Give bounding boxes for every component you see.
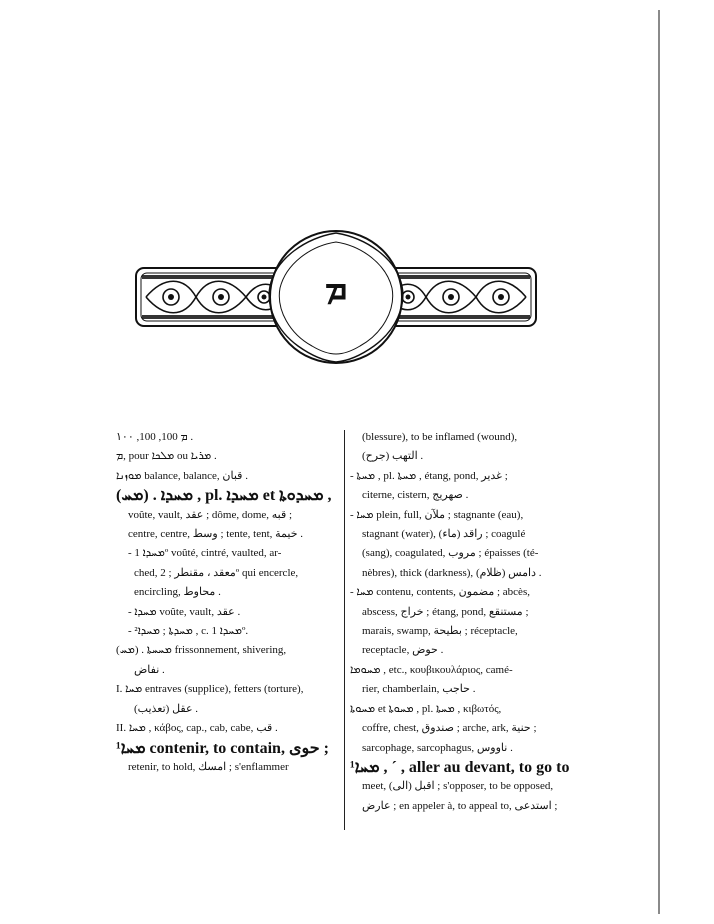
page-edge-line xyxy=(658,10,660,914)
right-column-line: stagnant (water), راقد (ماء) ; coagulé xyxy=(362,528,526,541)
left-column-line: (ܡܚ) . ܡܚܕܐ , pl. ܡܚܕܐ et ܡܚܕܘܬܐ , xyxy=(116,487,332,505)
right-column xyxy=(350,428,576,816)
left-column-line: ܡ 100, 100, ١٠٠ . xyxy=(116,431,194,443)
left-column-line: I. ܡܚܐ entraves (supplice), fetters (torture), xyxy=(116,683,304,696)
right-column-line: marais, swamp, بطيحة ; réceptacle, xyxy=(362,625,518,638)
left-column-line: - ܡܚܕܐ 1º voûté, cintré, vaulted, ar- xyxy=(128,547,282,560)
left-column-line: voûte, vault, عقد ; dôme, dome, قبه ; xyxy=(128,508,293,521)
left-column-line: ܡ, pour ܡܠܟܐ ou ܡܪܝܐ . xyxy=(116,450,217,463)
column-divider xyxy=(344,430,345,830)
right-column-line: abscess, خراج ; étang, pond, مستنقع ; xyxy=(362,605,529,618)
right-column-line: ܡܚܘܬܐ et ܡܚܘܬܐ , pl. ܡܚܬܐ , κιβωτός, xyxy=(350,702,502,715)
left-column-line: ܡܘܙܢܐ balance, balance, قبان . xyxy=(116,469,248,482)
left-column-line: (ܡܚ) . ܡܚܚܬܐ frissonnement, shivering, xyxy=(116,644,287,657)
left-column-line: centre, centre, وسط ; tente, tent, خيمة . xyxy=(128,528,304,541)
right-column-line: (blessure), to be inflamed (wound), xyxy=(362,431,518,443)
right-column-line: citerne, cistern, صهريج . xyxy=(362,489,469,502)
left-column-line: - ܡܚܕܐ voûte, vault, عقد . xyxy=(128,605,241,618)
left-column xyxy=(116,428,338,777)
right-column-line: (sang), coagulated, مروب ; épaisses (té- xyxy=(362,547,539,560)
right-column-line: التهب (جرح) . xyxy=(362,450,424,463)
right-column-line: - ܡܚܐ plein, full, ملآن ; stagnante (eau), xyxy=(350,508,524,521)
right-column-line: عارض ; en appeler à, to appeal to, استدعى ; xyxy=(362,799,558,812)
right-column-line: ܡܚܘܡܐ , etc., κουβικουλάριος, camé- xyxy=(350,663,513,676)
right-column-line: meet, اقبل (الى) ; s'opposer, to be opposed, xyxy=(362,780,554,793)
right-column-line: receptacle, حوض . xyxy=(362,644,444,657)
left-column-line: ¹ܡܚܐ contenir, to contain, حوى ; xyxy=(116,739,329,757)
right-column-line: nèbres), thick (darkness), دامس (ظلام) . xyxy=(362,566,542,579)
right-column-line: - ܡܚܬܐ , pl. ܡܚܬܐ , étang, pond, غدير ; xyxy=(350,469,508,482)
left-column-line: ched, معقد ، مقنطر ; 2º qui encercle, xyxy=(134,566,299,579)
left-column-line: II. ܡܚܐ , κάβος, cap., cab, cabe, قب . xyxy=(116,722,278,735)
right-column-line: sarcophage, sarcophagus, ناووس . xyxy=(362,741,513,754)
right-column-line: coffre, chest, صندوق ; arche, ark, حنية ; xyxy=(362,722,537,735)
right-column-line: ¹ܡܚܐ , ´ , aller au devant, to go to xyxy=(350,758,570,776)
right-column-line: - ܡܚܐ contenu, contents, مضمون ; abcès, xyxy=(350,586,530,599)
left-column-line: عقل (تعذيب) . xyxy=(134,702,199,715)
left-column-line: نفاض . xyxy=(134,663,165,676)
left-column-line: encircling, محاوط . xyxy=(134,586,221,599)
chapter-letter: ܡ xyxy=(324,268,348,308)
left-column-line: - ²ܡܚܕܬܐ ; ܡܚܕܐ , c. ܡܚܕܐ 1º. xyxy=(128,625,249,638)
right-column-line: rier, chamberlain, حاجب . xyxy=(362,683,476,696)
left-column-line: retenir, to hold, امسك ; s'enflammer xyxy=(128,760,289,773)
